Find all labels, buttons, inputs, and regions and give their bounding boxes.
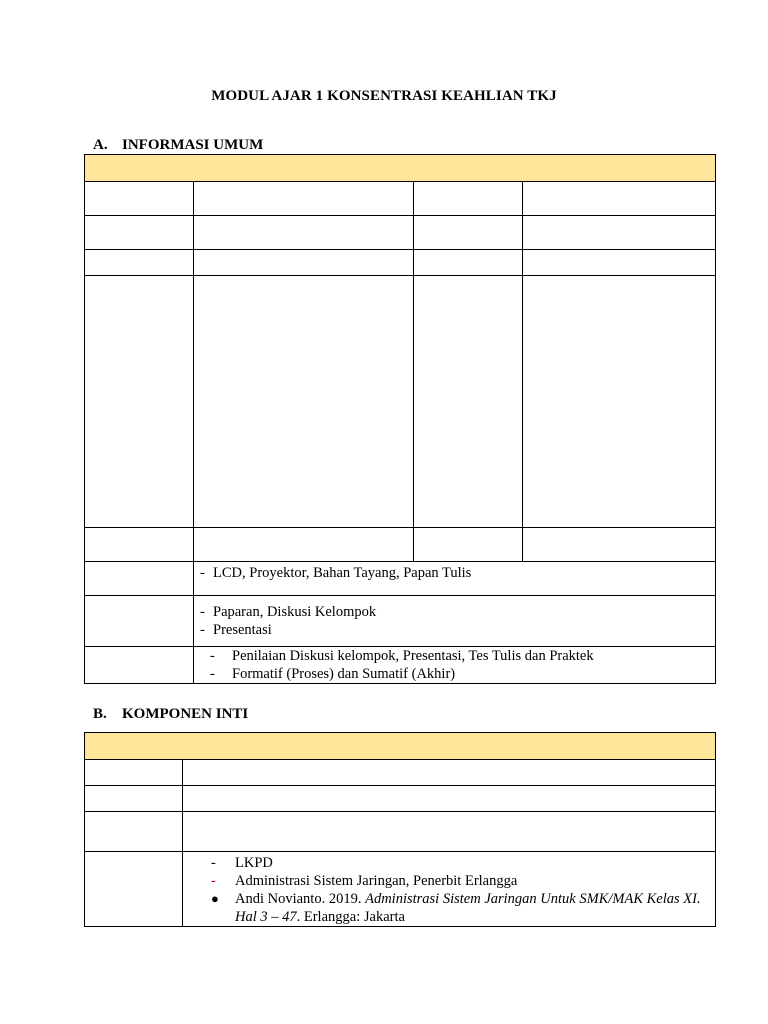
table-cell [183,812,716,852]
table-cell [414,250,523,276]
sarana-cell [194,562,716,596]
section-b-title: KOMPONEN INTI [122,706,249,722]
table-cell [523,528,716,562]
table-cell [523,250,716,276]
table-cell [194,276,414,528]
table-cell [523,216,716,250]
model-label-cell [85,596,194,647]
list-item: - LKPD [211,855,273,871]
table-cell [85,812,183,852]
table-cell [85,182,194,216]
table-cell [194,216,414,250]
table-cell [414,216,523,250]
table-cell [194,182,414,216]
table-cell [85,786,183,812]
table-cell [523,182,716,216]
list-item: - Paparan, Diskusi Kelompok [200,604,377,620]
informasi-umum-header-row [85,155,716,182]
list-item: - Presentasi [200,622,272,638]
komponen-inti-table [84,732,716,927]
table-cell [194,528,414,562]
table-cell [523,276,716,528]
table-cell [183,760,716,786]
section-b-heading [93,706,248,723]
section-a-heading [93,137,263,154]
table-cell [85,760,183,786]
list-item: - Formatif (Proses) dan Sumatif (Akhir) [210,666,456,682]
list-item: - Administrasi Sistem Jaringan, Penerbit Erlangga [211,873,518,889]
sumber-label-cell [85,852,183,927]
table-cell [85,216,194,250]
table-cell [414,528,523,562]
reference-item: ● Andi Novianto. 2019. Administrasi Sistem Jaringan Untuk SMK/MAK Kelas XI. Hal 3 – 47. Erlangga: Jakarta [211,891,701,925]
table-cell [85,250,194,276]
list-item: - LCD, Proyektor, Bahan Tayang, Papan Tulis [200,565,472,581]
section-b-letter: B. [93,706,107,722]
asesmen-cell [194,647,716,684]
sumber-belajar-cell [183,852,716,927]
table-cell [183,786,716,812]
document-title: MODUL AJAR 1 KONSENTRASI KEAHLIAN TKJ [211,88,557,104]
reference-book-title: Administrasi Sistem Jaringan Untuk SMK/MAK Kelas XI. Hal 3 – 47 [235,891,701,925]
table-cell [85,276,194,528]
table-cell [194,250,414,276]
section-a-letter: A. [93,137,108,153]
section-a-title: INFORMASI UMUM [122,137,264,153]
bullet-icon: ● [211,891,219,906]
table-cell [85,528,194,562]
list-item: - Penilaian Diskusi kelompok, Presentasi, Tes Tulis dan Praktek [210,648,594,664]
model-cell [194,596,716,647]
table-cell [414,182,523,216]
asesmen-label-cell [85,647,194,684]
table-cell [414,276,523,528]
komponen-inti-header-row [85,733,716,760]
informasi-umum-table [84,154,716,684]
sarana-label-cell [85,562,194,596]
